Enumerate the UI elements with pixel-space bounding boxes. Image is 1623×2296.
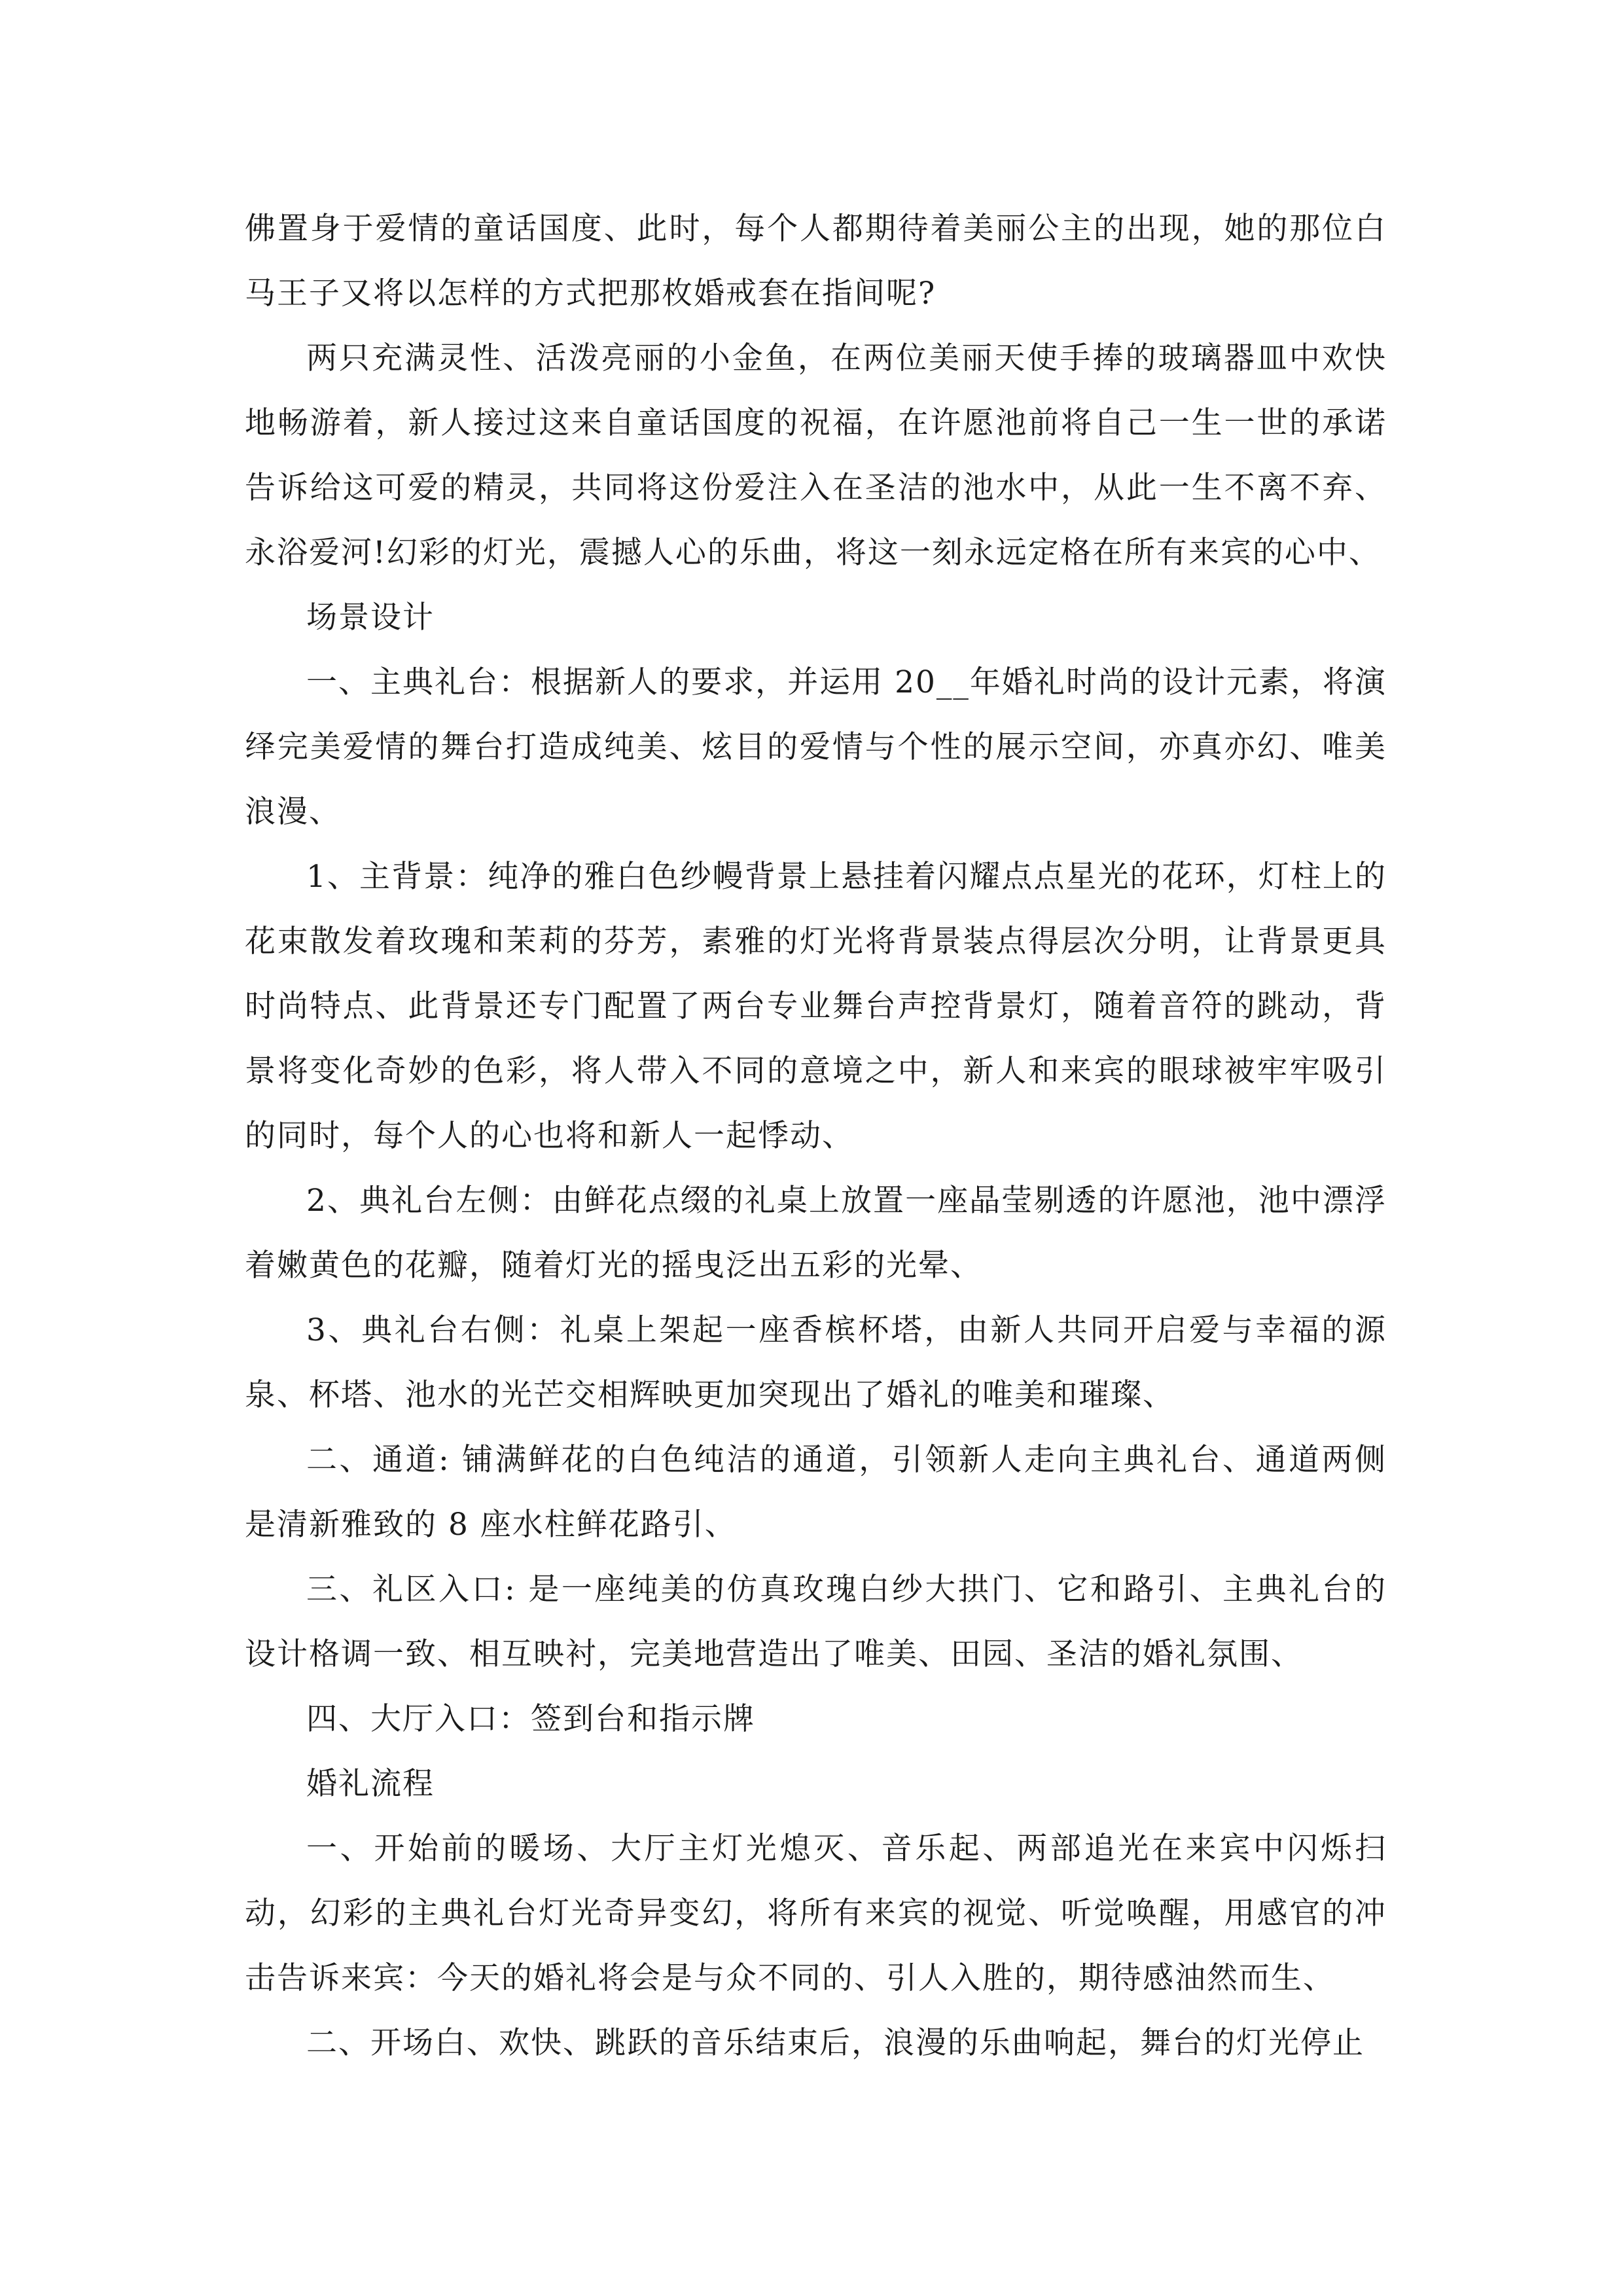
section-heading-wedding-flow: 婚礼流程 <box>306 1766 435 1802</box>
paragraph-2: 两只充满灵性、活泼亮丽的小金鱼，在两位美丽天使手捧的玻璃器皿中欢快地畅游着，新人接过这来自童话国度的祝福，在许愿池前将自己一生一世的承诺告诉给这可爱的精灵，共同将这份爱注入在圣洁的池水中，从此一生不离不弃、永浴爱河!幻彩的灯光，震撼人心的乐曲，将这一刻永远定格在所有来宾的心中、 <box>245 340 1387 571</box>
paragraph-main-stage: 一、主典礼台：根据新人的要求，并运用 20__年婚礼时尚的设计元素，将演绎完美爱情的舞台打造成纯美、炫目的爱情与个性的展示空间，亦真亦幻、唯美浪漫、 <box>245 664 1387 830</box>
paragraph-hall-entrance: 四、大厅入口：签到台和指示牌 <box>306 1701 755 1737</box>
paragraph-1: 佛置身于爱情的童话国度、此时，每个人都期待着美丽公主的出现，她的那位白马王子又将以怎样的方式把那枚婚戒套在指间呢? <box>245 211 1387 312</box>
paragraph-main-background: 1、主背景：纯净的雅白色纱幔背景上悬挂着闪耀点点星光的花环，灯柱上的花束散发着玫瑰和茉莉的芬芳，素雅的灯光将背景装点得层次分明，让背景更具时尚特点、此背景还专门配置了两台专业舞台声控背景灯，随着音符的跳动，背景将变化奇妙的色彩，将人带入不同的意境之中，新人和来宾的眼球被牢牢吸引的同时，每个人的心也将和新人一起悸动、 <box>245 859 1387 1154</box>
paragraph-opening: 二、开场白、欢快、跳跃的音乐结束后，浪漫的乐曲响起，舞台的灯光停止 <box>306 2025 1364 2061</box>
paragraph-stage-right: 3、典礼台右侧：礼桌上架起一座香槟杯塔，由新人共同开启爱与幸福的源泉、杯塔、池水的光芒交相辉映更加突现出了婚礼的唯美和璀璨、 <box>245 1312 1387 1413</box>
paragraph-ceremony-entrance: 三、礼区入口: 是一座纯美的仿真玫瑰白纱大拱门、它和路引、主典礼台的设计格调一致、相互映衬，完美地营造出了唯美、田园、圣洁的婚礼氛围、 <box>245 1571 1387 1672</box>
paragraph-aisle: 二、通道: 铺满鲜花的白色纯洁的通道，引领新人走向主典礼台、通道两侧是清新雅致的 8 座水柱鲜花路引、 <box>245 1442 1387 1543</box>
paragraph-stage-left: 2、典礼台左侧：由鲜花点缀的礼桌上放置一座晶莹剔透的许愿池，池中漂浮着嫩黄色的花瓣，随着灯光的摇曳泛出五彩的光晕、 <box>245 1183 1387 1283</box>
section-heading-scene-design: 场景设计 <box>306 600 435 636</box>
paragraph-warmup: 一、开始前的暖场、大厅主灯光熄灭、音乐起、两部追光在来宾中闪烁扫动，幻彩的主典礼台灯光奇异变幻，将所有来宾的视觉、听觉唤醒，用感官的冲击告诉来宾：今天的婚礼将会是与众不同的、引人入胜的，期待感油然而生、 <box>245 1831 1387 1996</box>
document-body <box>245 196 1387 2075</box>
